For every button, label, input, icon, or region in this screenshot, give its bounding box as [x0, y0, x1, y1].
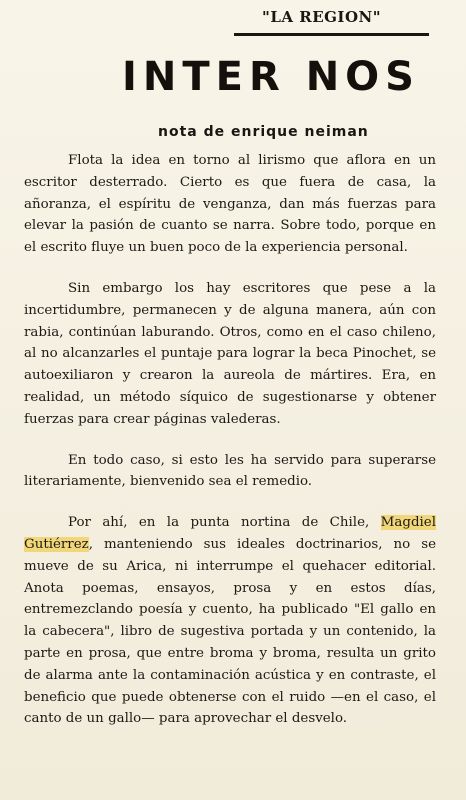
article-byline: nota de enrique neiman [158, 124, 369, 140]
paragraph-4-lead: Por ahí, en la punta nortina de Chile, [68, 515, 381, 531]
newspaper-masthead: "LA REGION" [262, 8, 382, 26]
paragraph-1: Flota la idea en torno al lirismo que aflora en un escritor desterrado. Cierto es que fuera de casa, la añoranza, el espíritu de venganza, dan más fuerzas para elevar la pasión de cuanto se narra. Sobre todo, porque en el escrito fluye un buen poco de la experiencia personal. [24, 153, 436, 256]
paragraph-2: Sin embargo los hay escritores que pese a la incertidumbre, permanecen y de alguna manera, aún con rabia, continúan laburando. Otros, como en el caso chileno, al no alcanzarles el puntaje para lograr la beca Pinochet, se autoexiliaron y crearon la aureola de mártires. Era, en realidad, un método síquico de sugestionarse y obtener fuerzas para crear páginas valederas. [24, 280, 436, 427]
paragraph-4-rest: , manteniendo sus ideales doctrinarios, no se mueve de su Arica, ni interrumpe el quehacer editorial. Anota poemas, ensayos, prosa y en estos días, entremezclando poesía y cuento, ha publicado "El gallo en la cabecera", libro de sugestiva portada y un contenido, la parte en prosa, que entre broma y broma, resulta un grito de alarma ante la contaminación acústica y en contraste, el beneficio que puede obtenerse con el ruido —en el caso, el canto de un gallo— para aprovechar el desvelo. [24, 536, 436, 727]
paragraph-3: En todo caso, si esto les ha servido para superarse literariamente, bienvenido sea el remedio. [24, 452, 436, 490]
article-title: INTER NOS [122, 54, 420, 100]
paragraph-4 [24, 512, 436, 730]
highlighted-author-name: Magdiel Gutiérrez [24, 515, 436, 552]
masthead-rule [234, 33, 429, 36]
article-body [24, 150, 436, 749]
